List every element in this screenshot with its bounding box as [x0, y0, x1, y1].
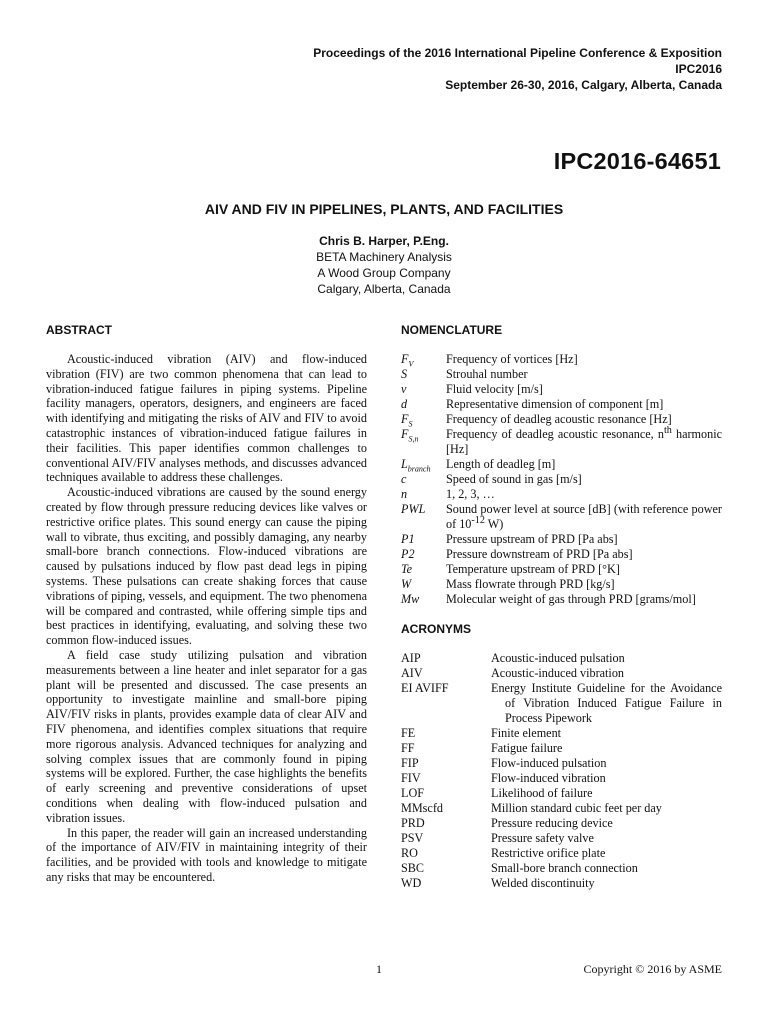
nomenclature-definition: Representative dimension of component [m] — [446, 397, 664, 411]
acronym-row — [401, 681, 722, 726]
conference-header — [162, 45, 722, 93]
nomenclature-definition: Pressure upstream of PRD [Pa abs] — [446, 532, 618, 546]
abstract-paragraph: In this paper, the reader will gain an increased understanding of the importance of AIV/FIV in maintaining integrity of their facilities, and be provided with tools and knowledge to mitigate any risks that may be encountered. — [46, 825, 367, 884]
acronym-row — [401, 666, 722, 681]
acronym-abbreviation: FE — [401, 726, 416, 740]
acronym-abbreviation: AIP — [401, 651, 421, 665]
nomenclature-definition: Mass flowrate through PRD [kg/s] — [446, 577, 615, 591]
abstract-paragraph: Acoustic-induced vibration (AIV) and flow-induced vibration (FIV) are two common phenomena that can lead to vibration-induced fatigue failures in piping systems. Pipeline facility managers, operators, designers, and engineers are faced with identifying and mitigating the risks of AIV and FIV to avoid catastrophic instances of vibration-induced fatigue failures in their facilities. This paper identifies common challenges to conventional AIV/FIV analyses methods, and discusses advanced techniques available to address these challenges. — [46, 352, 367, 485]
nomenclature-definition: Frequency of deadleg acoustic resonance [Hz] — [446, 412, 672, 426]
acronym-definition: Acoustic-induced vibration — [491, 666, 625, 680]
nomenclature-definition — [446, 424, 722, 457]
nomenclature-symbol — [401, 427, 446, 457]
nomenclature-definition — [446, 502, 722, 532]
nomenclature-symbol — [401, 592, 446, 607]
nomenclature-symbol — [401, 472, 446, 487]
nomenclature-row — [401, 592, 722, 607]
acronym-abbreviation: PSV — [401, 831, 424, 845]
nomenclature-heading: NOMENCLATURE — [401, 323, 503, 337]
nomenclature-row — [401, 577, 722, 592]
nomenclature-definition: Molecular weight of gas through PRD [grams/mol] — [446, 592, 696, 606]
symbol-text: Te — [401, 562, 413, 576]
nomenclature-symbol — [401, 382, 446, 397]
paper-title: AIV AND FIV IN PIPELINES, PLANTS, AND FACILITIES — [204, 201, 564, 217]
acronym-abbreviation: FF — [401, 741, 415, 755]
abstract-paragraph: Acoustic-induced vibrations are caused by the sound energy created by flow through pressure reducing devices like valves or restrictive orifice plates. This sound energy can cause the piping wall to vibrate, thus exciting, and possibly damaging, any nearby small-bore branch connections. Flow-induced vibrations are caused by pulsations induced by flow past dead legs in piping systems. These pulsations can create shaking forces that cause vibrations of piping, vessels, and equipment. The two phenomena will be compared and contrasted, while offering simple tips and best practices in identifying, evaluating, and solving these two common flow-induced issues. — [46, 485, 367, 648]
acronyms-list — [401, 651, 722, 891]
symbol-text: L — [401, 457, 408, 471]
nomenclature-definition: Length of deadleg [m] — [446, 457, 556, 471]
acronym-abbreviation: FIV — [401, 771, 421, 785]
symbol-text: S — [401, 367, 408, 381]
author-location: Calgary, Alberta, Canada — [317, 282, 451, 296]
nomenclature-row — [401, 397, 722, 412]
author-block — [0, 233, 768, 297]
nomenclature-symbol — [401, 487, 446, 502]
acronym-abbreviation: MMscfd — [401, 801, 443, 815]
acronym-definition: Energy Institute Guideline for the Avoidance of Vibration Induced Fatigue Failure in Process Pipework — [491, 681, 722, 725]
nomenclature-row — [401, 547, 722, 562]
acronym-abbreviation: PRD — [401, 816, 425, 830]
definition-text: W) — [484, 517, 504, 531]
nomenclature-symbol — [401, 457, 446, 472]
nomenclature-list — [401, 352, 722, 607]
acronym-definition: Small-bore branch connection — [491, 861, 638, 875]
page-number: 1 — [376, 962, 382, 976]
acronym-abbreviation: AIV — [401, 666, 423, 680]
definition-text: Frequency of deadleg acoustic resonance, n — [446, 427, 664, 441]
right-column — [401, 322, 722, 891]
nomenclature-symbol — [401, 577, 446, 592]
acronym-definition: Finite element — [491, 726, 562, 740]
symbol-subscript: branch — [407, 464, 431, 474]
acronym-row — [401, 876, 722, 891]
acronym-definition: Fatigue failure — [491, 741, 563, 755]
nomenclature-row — [401, 562, 722, 577]
acronym-definition: Million standard cubic feet per day — [491, 801, 662, 815]
symbol-text: Mw — [401, 592, 420, 606]
author-name: Chris B. Harper, P.Eng. — [319, 234, 449, 248]
acronym-row — [401, 756, 722, 771]
symbol-text: PWL — [401, 502, 426, 516]
nomenclature-row — [401, 457, 722, 472]
nomenclature-symbol — [401, 502, 446, 532]
conference-short-name: IPC2016 — [675, 62, 722, 76]
nomenclature-symbol — [401, 532, 446, 547]
author-affiliation: BETA Machinery Analysis — [316, 250, 452, 264]
nomenclature-definition: Temperature upstream of PRD [°K] — [446, 562, 620, 576]
acronym-row — [401, 831, 722, 846]
conference-title: Proceedings of the 2016 International Pipeline Conference & Exposition — [313, 46, 722, 60]
nomenclature-row — [401, 472, 722, 487]
definition-superscript: th — [663, 424, 672, 436]
symbol-text: n — [401, 487, 408, 501]
nomenclature-definition: Fluid velocity [m/s] — [446, 382, 543, 396]
nomenclature-row — [401, 352, 722, 367]
symbol-subscript: S — [408, 419, 413, 429]
nomenclature-row — [401, 424, 722, 457]
symbol-subscript: V — [408, 359, 414, 369]
nomenclature-definition: Speed of sound in gas [m/s] — [446, 472, 582, 486]
definition-superscript: -12 — [471, 514, 485, 526]
symbol-subscript: S,n — [408, 434, 419, 444]
nomenclature-definition: Frequency of vortices [Hz] — [446, 352, 578, 366]
acronym-definition: Flow-induced vibration — [491, 771, 606, 785]
acronym-abbreviation: RO — [401, 846, 418, 860]
acronym-row — [401, 771, 722, 786]
symbol-text: c — [401, 472, 407, 486]
symbol-text: d — [401, 397, 408, 411]
conference-dates-location: September 26-30, 2016, Calgary, Alberta, Canada — [445, 78, 722, 92]
acronym-abbreviation: SBC — [401, 861, 425, 875]
nomenclature-symbol — [401, 412, 446, 427]
acronym-row — [401, 786, 722, 801]
nomenclature-symbol — [401, 367, 446, 382]
copyright-notice: Copyright © 2016 by ASME — [583, 962, 722, 976]
symbol-text: F — [401, 427, 409, 441]
nomenclature-row — [401, 487, 722, 502]
acronym-row — [401, 651, 722, 666]
acronym-definition: Pressure safety valve — [491, 831, 594, 845]
definition-text: harmonic [Hz] — [446, 427, 722, 456]
nomenclature-row — [401, 382, 722, 397]
nomenclature-symbol — [401, 562, 446, 577]
acronym-abbreviation: WD — [401, 876, 422, 890]
definition-text: Sound power level at source [dB] (with reference power of 10 — [446, 502, 722, 531]
symbol-text: W — [401, 577, 412, 591]
acronym-row — [401, 801, 722, 816]
acronym-definition: Acoustic-induced pulsation — [491, 651, 625, 665]
symbol-text: F — [401, 412, 409, 426]
left-column — [46, 322, 367, 885]
paper-id: IPC2016-64651 — [553, 148, 721, 174]
acronym-definition: Restrictive orifice plate — [491, 846, 606, 860]
acronym-abbreviation: EI AVIFF — [401, 681, 449, 695]
nomenclature-definition: Pressure downstream of PRD [Pa abs] — [446, 547, 633, 561]
abstract-heading: ABSTRACT — [46, 323, 112, 337]
symbol-text: v — [401, 382, 407, 396]
acronym-definition: Flow-induced pulsation — [491, 756, 607, 770]
acronym-definition: Pressure reducing device — [491, 816, 613, 830]
acronym-row — [401, 861, 722, 876]
acronym-row — [401, 816, 722, 831]
acronym-row — [401, 741, 722, 756]
nomenclature-definition: 1, 2, 3, … — [446, 487, 495, 501]
nomenclature-symbol — [401, 547, 446, 562]
acronym-definition: Likelihood of failure — [491, 786, 593, 800]
nomenclature-row — [401, 412, 722, 427]
acronyms-heading: ACRONYMS — [401, 622, 472, 636]
acronym-row — [401, 846, 722, 861]
symbol-text: F — [401, 352, 409, 366]
abstract-paragraph: A field case study utilizing pulsation and vibration measurements between a line heater and inlet separator for a gas plant will be presented and discussed. The case presents an opportunity to investigate mainline and small-bore piping AIV/FIV risks in plants, provides example data of clear AIV and FIV phenomena, and identifies complex situations that require more rigorous analysis. Advanced techniques for analyzing and solving complex issues that are commonly found in piping systems will be explored. Further, the case highlights the benefits of early screening and preventive considerations of upset conditions when dealing with flow-induced pulsation and vibration issues. — [46, 647, 367, 825]
author-affiliation-parent: A Wood Group Company — [317, 266, 451, 280]
nomenclature-row — [401, 367, 722, 382]
symbol-text: P1 — [401, 532, 415, 546]
nomenclature-symbol — [401, 352, 446, 367]
symbol-text: P2 — [401, 547, 415, 561]
acronym-definition: Welded discontinuity — [491, 876, 595, 890]
acronym-row — [401, 726, 722, 741]
nomenclature-definition: Strouhal number — [446, 367, 528, 381]
nomenclature-row — [401, 502, 722, 532]
nomenclature-row — [401, 532, 722, 547]
acronym-abbreviation: FIP — [401, 756, 419, 770]
acronym-abbreviation: LOF — [401, 786, 425, 800]
nomenclature-symbol — [401, 397, 446, 412]
abstract-body — [46, 352, 367, 885]
